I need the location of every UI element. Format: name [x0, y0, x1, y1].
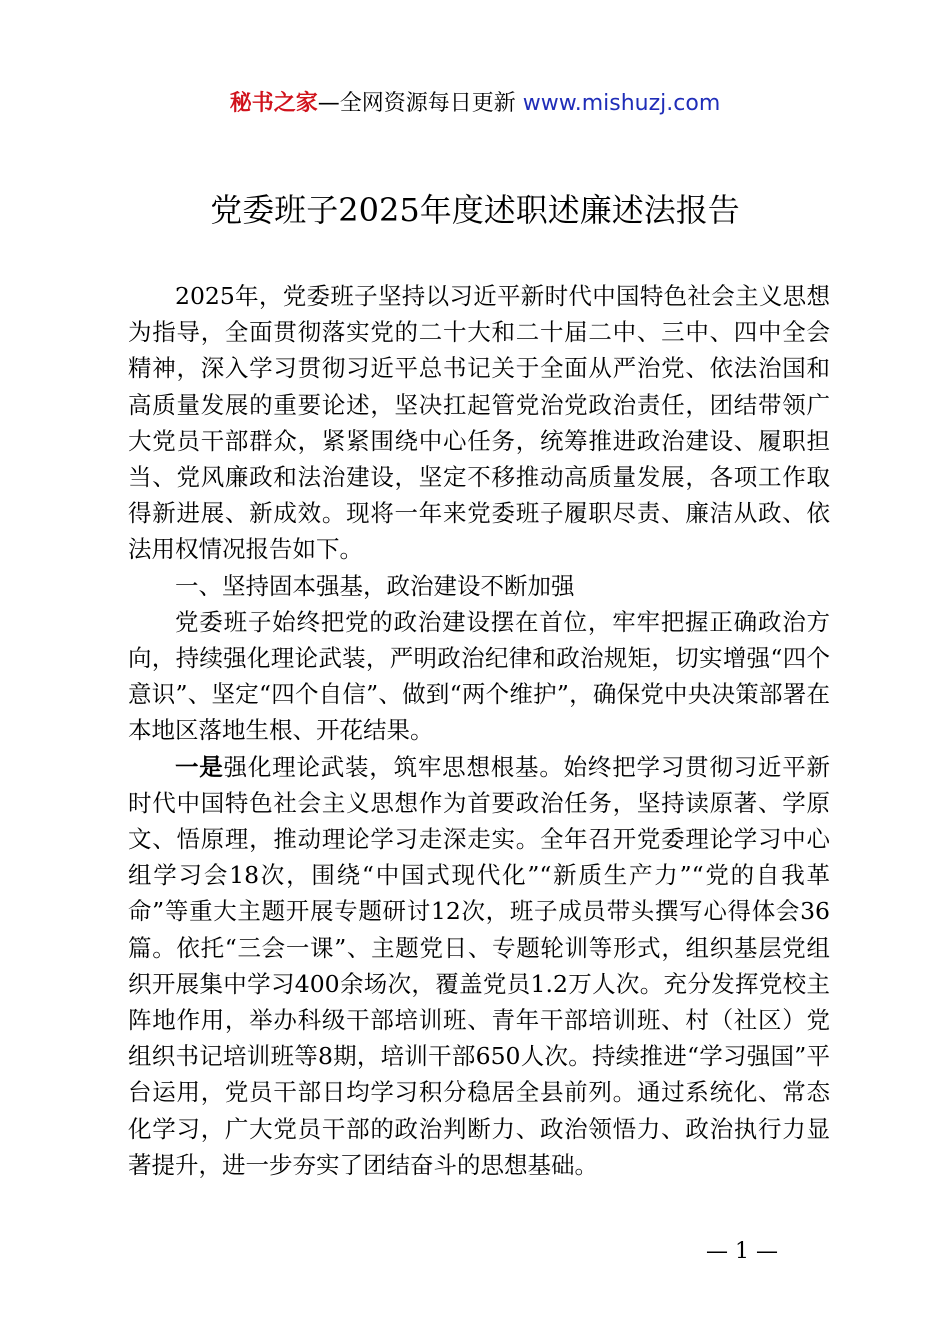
page-number: — 1 —	[706, 1239, 778, 1264]
point-paragraph	[128, 749, 830, 1183]
point-lead: 一是	[175, 752, 224, 781]
site-url-link[interactable]: www.mishuzj.com	[522, 91, 721, 116]
document-body	[128, 278, 830, 1183]
point-text: 强化理论武装，筑牢思想根基。始终把学习贯彻习近平新时代中国特色社会主义思想作为首要政治任务，坚持读原著、学原文、悟原理，推动理论学习走深走实。全年召开党委理论学习中心组学习会18次，围绕“中国式现代化”“新质生产力”“党的自我革命”等重大主题开展专题研讨12次，班子成员带头撰写心得体会36篇。依托“三会一课”、主题党日、专题轮训等形式，组织基层党组织开展集中学习400余场次，覆盖党员1.2万人次。充分发挥党校主阵地作用，举办科级干部培训班、青年干部培训班、村（社区）党组织书记培训班等8期，培训干部650人次。持续推进“学习强国”平台运用，党员干部日均学习积分稳居全县前列。通过系统化、常态化学习，广大党员干部的政治判断力、政治领悟力、政治执行力显著提升，进一步夯实了团结奋斗的思想基础。	[128, 752, 831, 1179]
site-brand: 秘书之家	[229, 91, 318, 116]
site-slogan: —全网资源每日更新	[317, 91, 516, 116]
section-paragraph: 党委班子始终把党的政治建设摆在首位，牢牢把握正确政治方向，持续强化理论武装，严明政治纪律和政治规矩，切实增强“四个意识”、坚定“四个自信”、做到“两个维护”，确保党中央决策部署在本地区落地生根、开花结果。	[128, 607, 830, 745]
document-title: 党委班子2025年度述职述廉述法报告	[210, 191, 740, 229]
intro-paragraph: 2025年，党委班子坚持以习近平新时代中国特色社会主义思想为指导，全面贯彻落实党的二十大和二十届二中、三中、四中全会精神，深入学习贯彻习近平总书记关于全面从严治党、依法治国和高质量发展的重要论述，坚决扛起管党治党政治责任，团结带领广大党员干部群众，紧紧围绕中心任务，统筹推进政治建设、履职担当、党风廉政和法治建设，坚定不移推动高质量发展，各项工作取得新进展、新成效。现将一年来党委班子履职尽责、廉洁从政、依法用权情况报告如下。	[128, 282, 830, 564]
site-header-banner	[0, 86, 950, 122]
section-heading: 一、坚持固本强基，政治建设不断加强	[175, 571, 575, 600]
